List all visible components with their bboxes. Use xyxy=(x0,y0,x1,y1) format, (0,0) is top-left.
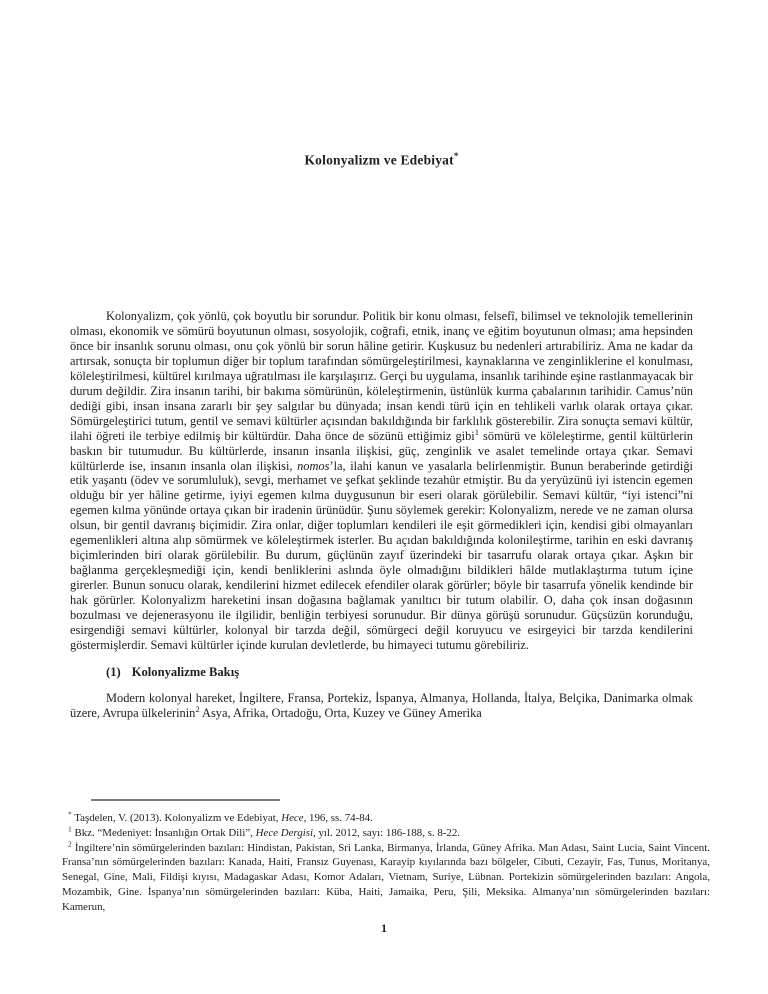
section-heading xyxy=(70,665,693,680)
article-title-text: Kolonyalizm ve Edebiyat xyxy=(304,152,454,168)
page-number: 1 xyxy=(381,921,387,935)
footnotes-section xyxy=(62,799,710,915)
document-body xyxy=(70,309,693,721)
footnote-separator xyxy=(91,799,280,801)
article-title xyxy=(70,151,693,169)
section-number: (1) xyxy=(106,664,121,679)
body-paragraph-1: Kolonyalizm, çok yönlü, çok boyutlu bir sorundur. Politik bir konu olması, felsefî, bilimsel ve teknolojik temellerinin olması, ekonomik ve sömürü boyutunun olması, sosyolojik, coğrafi, etnik, inanç ve eğitim boyutunun olması; ama hepsinden önce bir insanlık sorunu olması, onu çok yönlü bir sorun hâline getirir. Kuşkusuz bu nedenleri artırabiliriz. Ama ne kadar da artırsak, sonuçta bir toplumun diğer bir toplum tarafından sömürgeleştirilmesi, kaynaklarına ve zenginliklerine el konulması, köleleştirilmesi, kültürel kırılmaya uğratılması ile karşılaşırız. Gerçi bu uygulama, insanlık tarihinde eşine rastlanmayacak bir durum değildir. Zira insanın tarihi, bir bakıma sömürünün, köleleştirmenin, üstünlük kurma çabalarının tarihidir. Camus’nün dediği gibi, insan insana zararlı bir şey salgılar bu dünyada; insan kendi türü için en tehlikeli varlık olarak ortaya çıkar. Sömürgeleştirici tutum, gentil ve semavi kültürler açısından bakıldığında bir farklılık gösterebilir. Zira sonuçta semavi kültür, ilahi öğreti ile terbiye edilmiş bir kültürdür. Daha önce de sözünü ettiğimiz gibi$^1$ sömürü ve köleleştirme, gentil kültürlerin baskın bir tutumudur. Bu kültürlerde, insanın insanla ilişkisi, güç, zenginlik ve asalet temelinde ortaya çıkar. Semavi kültürlerde ise, insanın insanla olan ilişkisi, nomos’la, ilahi kanun ve yasalarla belirlenmiştir. Bunun beraberinde getirdiği etik yaşantı (ödev ve sorumluluk), sevgi, merhamet ve şefkat şeklinde tezahür etmiştir. Bu da yeryüzünü iyi istencin egemen olduğu bir yer hâline getirme, iyiyi egemen kılma duygusunun bir eseri olarak görülebilir. Semavi kültür, “iyi istenci”ni egemen kılma yönünde ortaya çıkan bir iradenin ürünüdür. Şunu söylemek gerekir: Kolonyalizm, nerede ve ne zaman olursa olsun, bir gentil davranış biçimidir. Zira onlar, diğer toplumları kendileri ile eşit görmedikleri için, kendisi gibi olmayanları egemenlikleri altına alıp sömürmek ve köleleştirmek isterler. Bu açıdan bakıldığında kolonileştirme, tarihin en eski davranış biçimlerinden biri olarak görülebilir. Bu durum, güçlünün zayıf üzerindeki bir tasarrufu olarak ortaya çıkar. Aşkın bir bağlanma gerçekleşmediği için, kendi benliklerini aslında öyle olmadığını bildikleri hâlde mutlaklaştırma tutum içine girerler. Bunun sonucu olarak, kendilerini hizmet edilecek efendiler olarak görürler; böyle bir tasarrufa yönelik kendinde bir hak görürler. Kolonyalizm hareketini insan doğasına bağlamak yanıltıcı bir tutum olabilir. O, daha çok insan doğasının bozulması ve dejenerasyonu ile ilgilidir, benliğin terbiyesi sorunudur. Bir dünya görüşü sorunudur. Güçsüzün korunduğu, esirgendiği semavi kültürler, kolonyal bir tarzda değil, sömürgeci değil koruyucu ve esirgeyici bir tarzda kendilerini göstermişlerdir. Semavi kültürler içinde kurulan devletlerde, bu himayeci tutumu görebiliriz. xyxy=(70,309,693,652)
title-footnote-marker: * xyxy=(453,151,459,161)
section-title: Kolonyalizme Bakış xyxy=(131,664,240,679)
body-paragraph-2: Modern kolonyal hareket, İngiltere, Fransa, Portekiz, İspanya, Almanya, Hollanda, İtalya, Belçika, Danimarka olmak üzere, Avrupa ülkelerinin$^2$ Asya, Afrika, Ortadoğu, Orta, Kuzey ve Güney Amerika xyxy=(70,690,693,720)
footnote-star: * Taşdelen, V. (2013). Kolonyalizm ve Edebiyat, Hece, 196, ss. 74-84. xyxy=(68,809,373,824)
footnote-1: $^1$ Bkz. “Medeniyet: İnsanlığın Ortak Dili”, Hece Dergisi, yıl. 2012, sayı: 186-188, s. 8-22. xyxy=(68,824,461,839)
footnote-2: $^2$ İngiltere’nin sömürgelerinden bazıları: Hindistan, Pakistan, Sri Lanka, Birmanya, İrlanda, Güney Afrika. Man Adası, Saint Lucia, Saint Vincent. Fransa’nın sömürgelerinden bazıları: Kanada, Haiti, Fransız Guyenası, Karayip kıyılarında bazı bölgeler, Cibuti, Cezayir, Fas, Tunus, Moritanya, Senegal, Gine, Mali, Fildişi kıyısı, Madagaskar Adası, Komor Adaları, Vietnam, Suriye, Lübnan. Portekizin sömürgelerinden bazıları: Angola, Mozambik, Gine. İspanya’nın sömürgelerinden bazıları: Küba, Haiti, Jamaika, Peru, Şili, Meksika. Almanya’nın sömürgelerinden bazıları: Kamerun, xyxy=(62,838,710,913)
